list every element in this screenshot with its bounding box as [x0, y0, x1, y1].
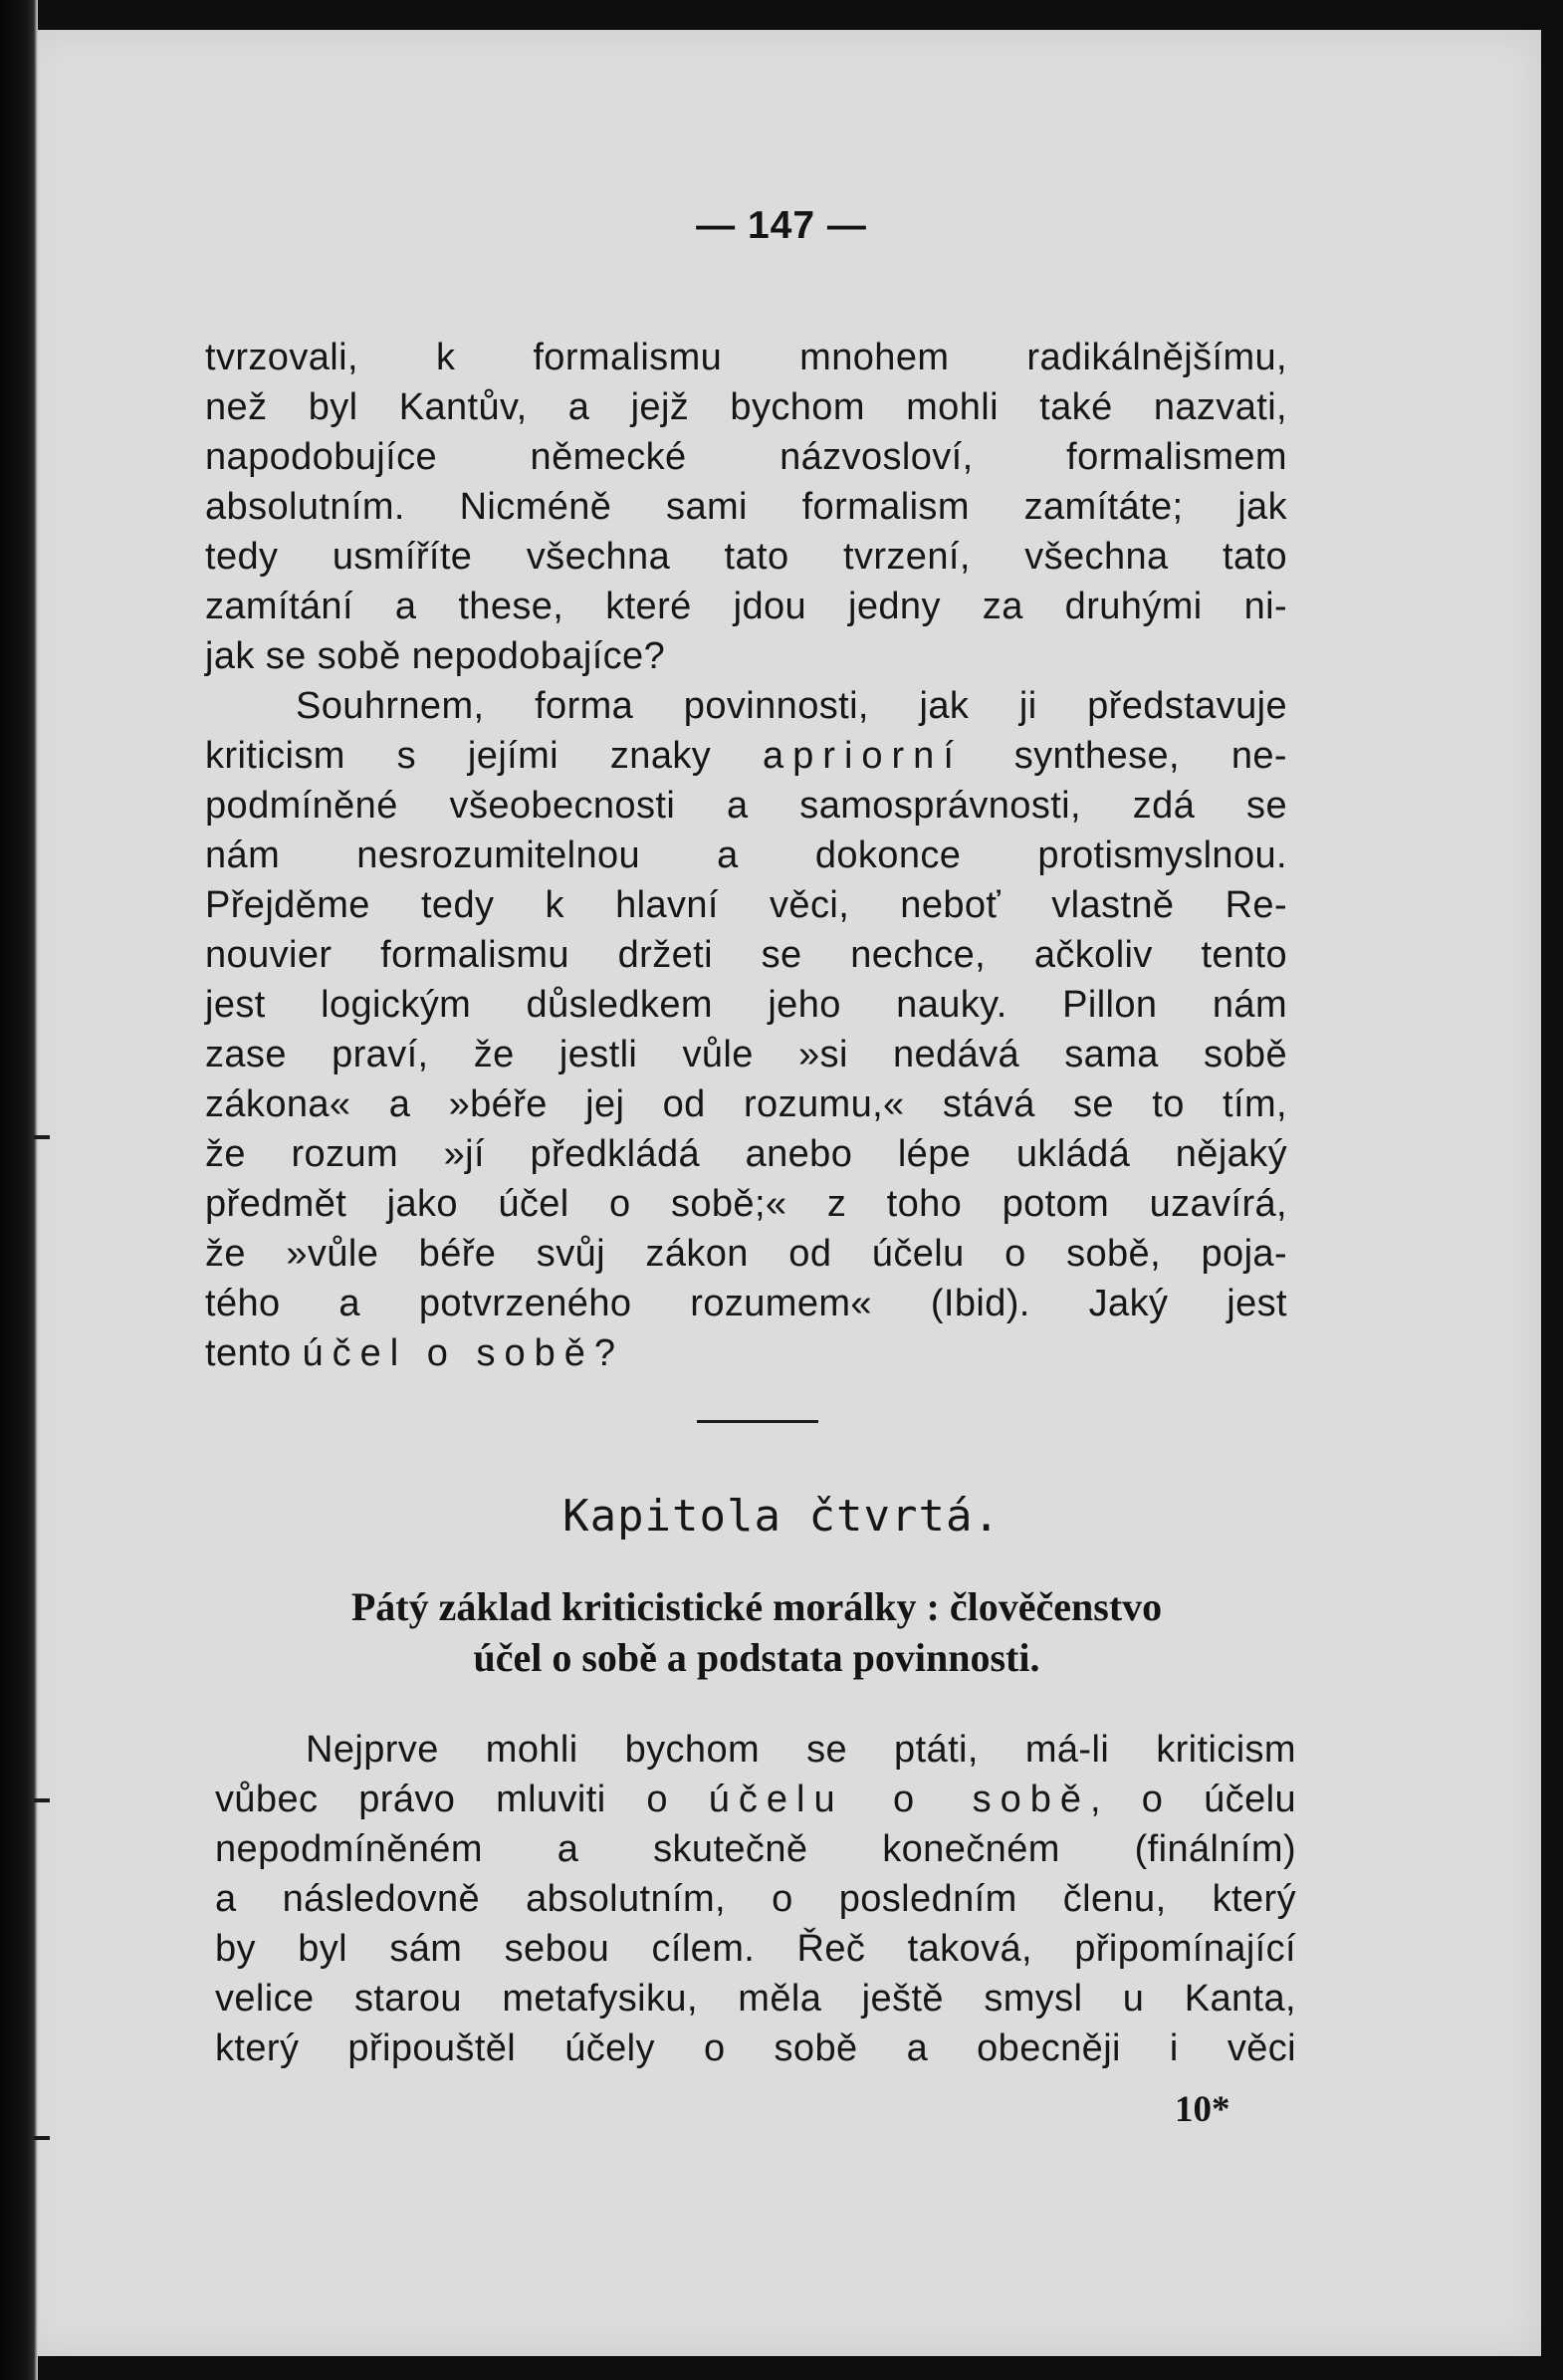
text-line: tedy usmíříte všechna tato tvrzení, všechna tato: [205, 536, 1287, 578]
section-heading-line: Pátý základ kriticistické morálky : člověčenstvo: [350, 1584, 1163, 1629]
text-line: Přejděme tedy k hlavní věci, neboť vlastně Re-: [205, 884, 1287, 926]
text-fragment: vůbec právo mluviti o: [215, 1779, 709, 1820]
binding-tick-mark: [34, 2136, 50, 2140]
text-fragment: ?: [593, 1332, 616, 1374]
text-line: než byl Kantův, a jejž bychom mohli také nazvati,: [205, 386, 1287, 428]
text-line: předmět jako účel o sobě;« z toho potom uzavírá,: [205, 1183, 1287, 1225]
page-number: — 147 —: [696, 204, 867, 247]
text-fragment: kriticism s jejími znaky: [205, 735, 764, 777]
text-line: zamítání a these, které jdou jedny za druhými ni-: [205, 586, 1287, 627]
text-line: který připouštěl účely o sobě a obecněji i věci: [215, 2027, 1296, 2069]
text-line: nouvier formalismu držeti se nechce, ačkoliv tento: [205, 934, 1287, 976]
text-line: jak se sobě nepodobajíce?: [205, 635, 666, 677]
binding-tick-mark: [34, 1135, 50, 1139]
section-separator-rule: [697, 1420, 818, 1423]
paragraph-summary: [205, 681, 1287, 1378]
text-line: zákona« a »béře jej od rozumu,« stává se to tím,: [205, 1083, 1287, 1125]
text-fragment: synthese, ne-: [962, 735, 1287, 777]
text-line: a následovně absolutním, o posledním členu, který: [215, 1878, 1296, 1920]
text-fragment: , o účelu: [1090, 1779, 1296, 1820]
chapter-title: Kapitola čtvrtá.: [562, 1491, 1001, 1542]
binding-tick-mark: [34, 1798, 50, 1802]
emphasized-text: účel o sobě: [302, 1332, 594, 1374]
text-line: Nejprve mohli bychom se ptáti, má-li kriticism: [306, 1729, 1296, 1771]
text-line: že »vůle béře svůj zákon od účelu o sobě, poja-: [205, 1233, 1287, 1275]
text-line: velice starou metafysiku, měla ještě smysl u Kanta,: [215, 1978, 1296, 2020]
text-line: napodobujíce německé názvosloví, formalismem: [205, 436, 1287, 478]
text-line: tvrzovali, k formalismu mnohem radikálnějšímu,: [205, 337, 1287, 378]
text-line: [205, 1328, 1287, 1378]
text-line: že rozum »jí předkládá anebo lépe ukládá nějaký: [205, 1133, 1287, 1175]
section-heading-line: účel o sobě a podstata povinnosti.: [473, 1635, 1040, 1680]
emphasized-text: účelu o sobě: [708, 1779, 1090, 1820]
text-line: [215, 1775, 1296, 1824]
text-line: absolutním. Nicméně sami formalism zamítáte; jak: [205, 486, 1287, 528]
text-line: nepodmíněném a skutečně konečném (finálním): [215, 1828, 1296, 1870]
text-line: tého a potvrzeného rozumem« (Ibid). Jaký jest: [205, 1283, 1287, 1324]
emphasized-text: apriorní: [763, 735, 963, 777]
text-line: nám nesrozumitelnou a dokonce protismyslnou.: [205, 834, 1287, 876]
page-binding-edge: [0, 0, 38, 2380]
printer-signature-mark: 10*: [1175, 2089, 1230, 2130]
text-line: podmíněné všeobecnosti a samosprávnosti, zdá se: [205, 785, 1287, 827]
text-line: Souhrnem, forma povinnosti, jak ji představuje: [296, 685, 1287, 727]
section-heading: [209, 1581, 1304, 1683]
paragraph-continued: [205, 333, 1287, 681]
text-fragment: tento: [205, 1332, 303, 1374]
text-line: by byl sám sebou cílem. Řeč taková, připomínající: [215, 1928, 1296, 1970]
text-line: [205, 731, 1287, 781]
paragraph-chapter-opening: [215, 1725, 1296, 2073]
text-line: jest logickým důsledkem jeho nauky. Pillon nám: [205, 984, 1287, 1026]
text-line: zase praví, že jestli vůle »si nedává sama sobě: [205, 1034, 1287, 1075]
